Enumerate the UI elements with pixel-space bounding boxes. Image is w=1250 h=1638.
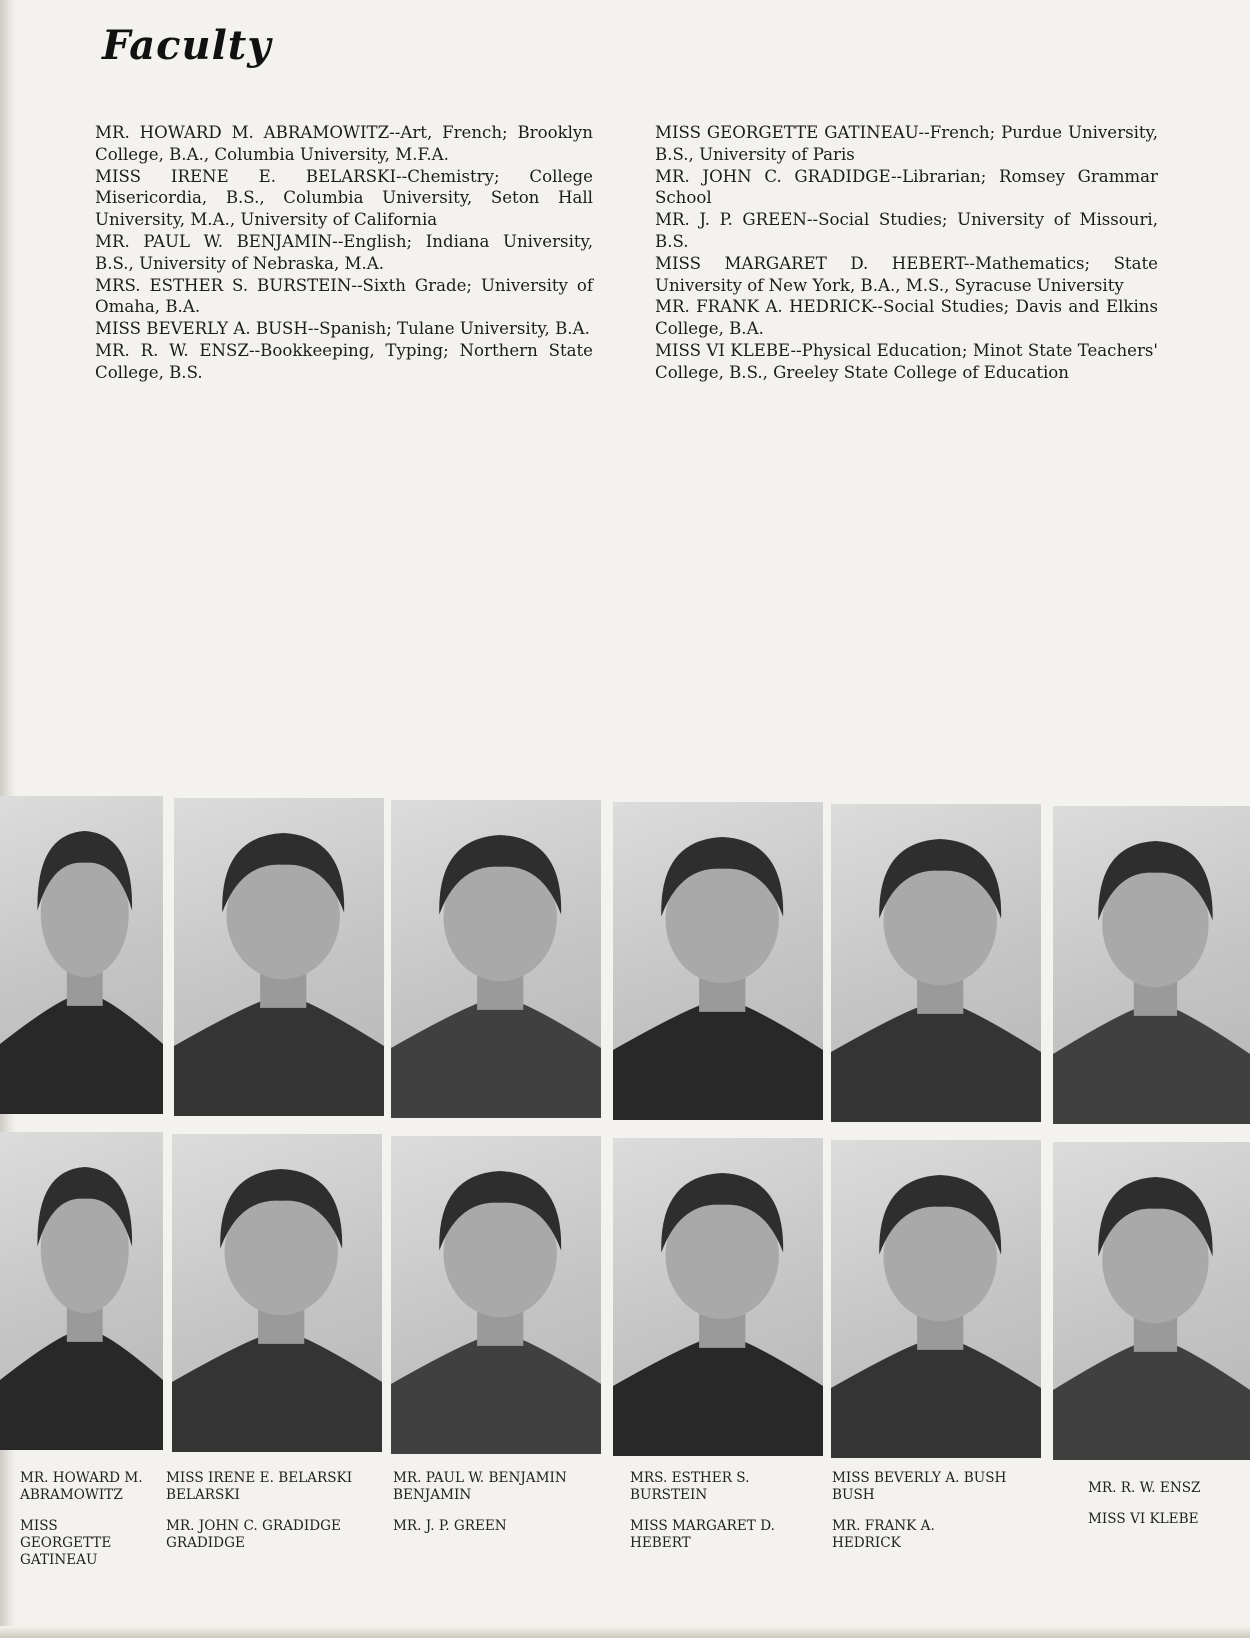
- portrait-grid: [0, 796, 1250, 1452]
- caption-name: MISS: [20, 1518, 58, 1534]
- bio-gradidge: MR. JOHN C. GRADIDGE--Librarian; Romsey Grammar School: [655, 166, 1158, 208]
- portrait-silhouette: [613, 1138, 823, 1456]
- portrait-shoulders: [0, 993, 163, 1114]
- portrait-shoulders: [831, 1001, 1041, 1122]
- portrait-shoulders: [391, 997, 601, 1118]
- caption-name: BELARSKI: [166, 1487, 240, 1503]
- caption-col-2: [166, 1470, 352, 1552]
- portrait-hebert: [613, 1138, 823, 1456]
- caption-name: MISS IRENE E. BELARSKI: [166, 1470, 353, 1486]
- caption-name: MR. HOWARD M.: [20, 1470, 143, 1486]
- caption-name: MR. PAUL W. BENJAMIN: [393, 1470, 567, 1486]
- portrait-klebe: [1053, 1142, 1250, 1460]
- caption-name: MISS MARGARET D.: [630, 1518, 775, 1534]
- bio-ensz: MR. R. W. ENSZ--Bookkeeping, Typing; Northern State College, B.S.: [95, 340, 593, 382]
- portrait-silhouette: [0, 1132, 163, 1450]
- caption-name: GATINEAU: [20, 1552, 98, 1568]
- bio-hebert: MISS MARGARET D. HEBERT--Mathematics; State University of New York, B.A., M.S., Syracuse University: [655, 253, 1158, 295]
- portrait-shoulders: [0, 1329, 163, 1450]
- caption-name: MR. JOHN C. GRADIDGE: [166, 1518, 341, 1534]
- portrait-shoulders: [174, 995, 384, 1116]
- portrait-silhouette: [391, 800, 601, 1118]
- caption-name: MR. J. P. GREEN: [393, 1518, 507, 1534]
- portrait-hedrick: [831, 1140, 1041, 1458]
- bio-bush: MISS BEVERLY A. BUSH--Spanish; Tulane University, B.A.: [95, 319, 590, 339]
- portrait-shoulders: [172, 1331, 382, 1452]
- portrait-bush: [831, 804, 1041, 1122]
- caption-name: BURSTEIN: [630, 1487, 708, 1503]
- portrait-belarski: [174, 798, 384, 1116]
- caption-col-4: [630, 1470, 775, 1552]
- bio-benjamin: MR. PAUL W. BENJAMIN--English; Indiana University, B.S., University of Nebraska, M.A.: [95, 231, 593, 273]
- caption-col-3: [393, 1470, 567, 1535]
- caption-name: BENJAMIN: [393, 1487, 472, 1503]
- page-bottom-edge: [0, 1626, 1250, 1638]
- bio-hedrick: MR. FRANK A. HEDRICK--Social Studies; Davis and Elkins College, B.A.: [655, 297, 1158, 339]
- caption-name: MISS VI KLEBE: [1088, 1511, 1199, 1527]
- bio-gatineau: MISS GEORGETTE GATINEAU--French; Purdue University, B.S., University of Paris: [655, 123, 1158, 164]
- caption-name: ABRAMOWITZ: [20, 1487, 123, 1503]
- portrait-shoulders: [613, 1335, 823, 1456]
- portrait-shoulders: [613, 999, 823, 1120]
- portrait-silhouette: [0, 796, 163, 1114]
- portrait-gradidge: [172, 1134, 382, 1452]
- portrait-shoulders: [1053, 1003, 1250, 1124]
- portrait-silhouette: [391, 1136, 601, 1454]
- bio-burstein: MRS. ESTHER S. BURSTEIN--Sixth Grade; University of Omaha, B.A.: [95, 275, 593, 317]
- portrait-green: [391, 1136, 601, 1454]
- caption-col-1: [20, 1470, 143, 1569]
- bio-green: MR. J. P. GREEN--Social Studies; University of Missouri, B.S.: [655, 210, 1158, 251]
- portrait-shoulders: [391, 1333, 601, 1454]
- portrait-silhouette: [174, 798, 384, 1116]
- bio-belarski: MISS IRENE E. BELARSKI--Chemistry; College Misericordia, B.S., Columbia University, Seton Hall University, M.A., University of California: [95, 166, 593, 230]
- caption-name: MR. FRANK A.: [832, 1518, 935, 1534]
- page-title: Faculty: [102, 22, 272, 69]
- bios-left-column: [95, 122, 593, 384]
- portrait-silhouette: [831, 1140, 1041, 1458]
- portrait-benjamin: [391, 800, 601, 1118]
- caption-name: HEBERT: [630, 1535, 691, 1551]
- portrait-silhouette: [172, 1134, 382, 1452]
- portrait-burstein: [613, 802, 823, 1120]
- caption-col-5: [832, 1470, 1006, 1552]
- caption-name: GEORGETTE: [20, 1535, 112, 1551]
- portrait-silhouette: [1053, 806, 1250, 1124]
- portrait-silhouette: [613, 802, 823, 1120]
- bio-abramowitz: MR. HOWARD M. ABRAMOWITZ--Art, French; Brooklyn College, B.A., Columbia University, M.F.A.: [95, 123, 593, 164]
- caption-name: MR. R. W. ENSZ: [1088, 1480, 1201, 1496]
- caption-name: HEDRICK: [832, 1535, 901, 1551]
- portrait-shoulders: [1053, 1339, 1250, 1460]
- portrait-abramowitz: [0, 796, 163, 1114]
- caption-name: BUSH: [832, 1487, 875, 1503]
- portrait-shoulders: [831, 1337, 1041, 1458]
- bio-klebe: MISS VI KLEBE--Physical Education; Minot State Teachers' College, B.S., Greeley State College of Education: [655, 340, 1158, 382]
- portrait-silhouette: [831, 804, 1041, 1122]
- caption-name: MISS BEVERLY A. BUSH: [832, 1470, 1007, 1486]
- portrait-silhouette: [1053, 1142, 1250, 1460]
- portrait-gatineau: [0, 1132, 163, 1450]
- caption-name: GRADIDGE: [166, 1535, 245, 1551]
- bios-right-column: [655, 122, 1158, 384]
- caption-name: MRS. ESTHER S.: [630, 1470, 750, 1486]
- caption-col-6: [1088, 1480, 1201, 1528]
- portrait-ensz: [1053, 806, 1250, 1124]
- caption-row: [0, 1470, 1250, 1620]
